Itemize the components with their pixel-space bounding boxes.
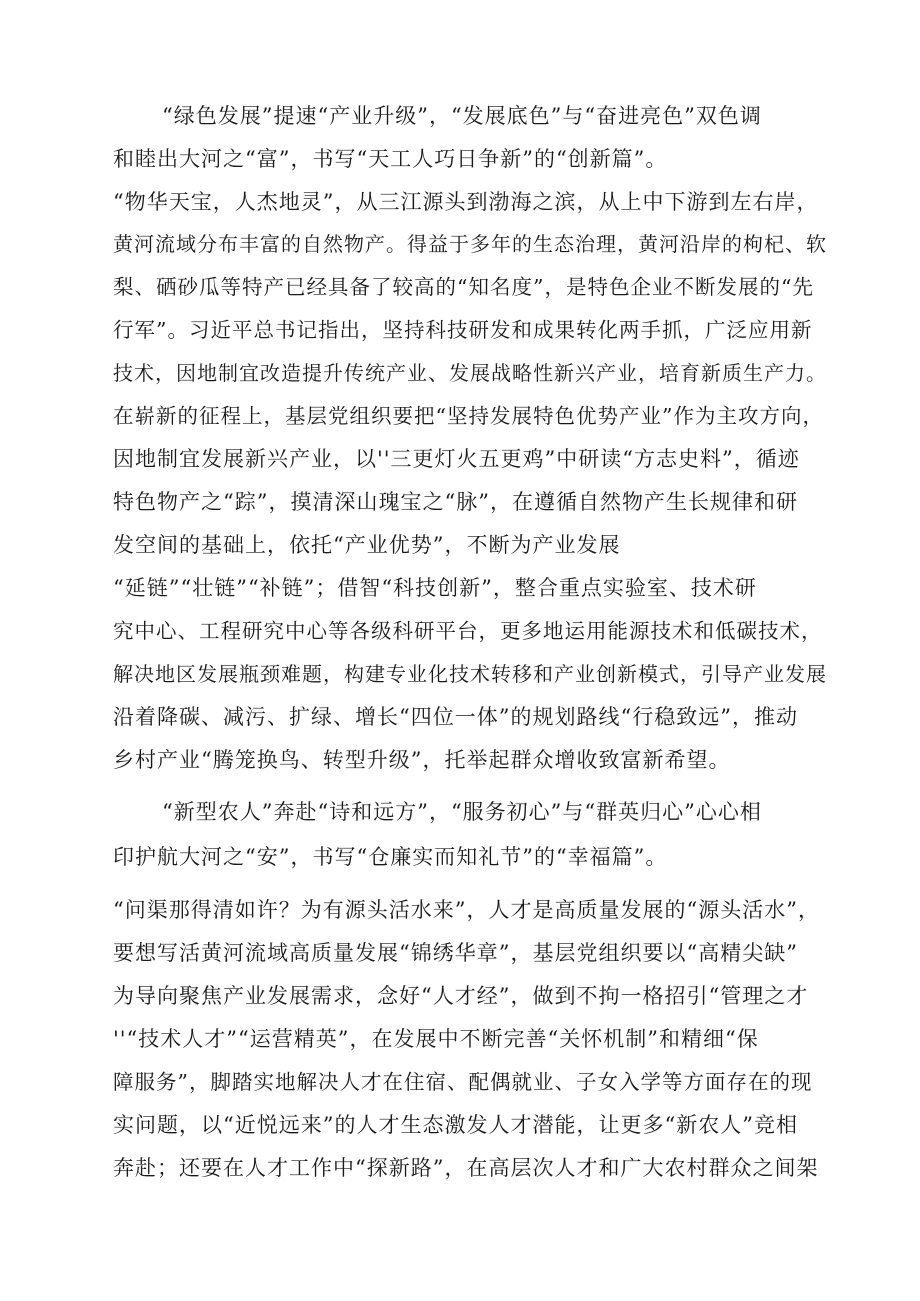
text-line: “绿色发展”提速“产业升级”，“发展底色”与“奋进亮色”双色调: [162, 104, 762, 128]
text-line: 梨、硒砂瓜等特产已经具备了较高的“知名度”，是特色企业不断发展的“先: [113, 275, 814, 299]
text-line: 要想写活黄河流域高质量发展“锦绣华章”，基层党组织要以“高精尖缺”: [113, 941, 798, 965]
text-line: 行军”。习近平总书记指出，坚持科技研发和成果转化两手抓，广泛应用新: [113, 318, 813, 342]
text-line: “物华天宝，人杰地灵”，从三江源头到渤海之滨，从上中下游到左右岸，: [113, 190, 819, 214]
text-line: 奔赴；还要在人才工作中“探新路”，在高层次人才和广大农村群众之间架: [113, 1156, 819, 1180]
text-line: “新型农人”奔赴“诗和远方”，“服务初心”与“群英归心”心心相: [162, 800, 762, 824]
text-line: 印护航大河之“安”，书写“仓廉实而知礼节”的“幸福篇”。: [113, 845, 668, 869]
text-line: “问渠那得清如许？为有源头活水来”，人才是高质量发展的“源头活水”，: [113, 898, 820, 922]
text-line: 沿着降碳、减污、扩绿、增长“四位一体”的规划路线“行稳致远”，推动: [113, 705, 798, 729]
text-line: 究中心、工程研究中心等各级科研平台，更多地运用能源技术和低碳技术，: [113, 619, 823, 643]
text-line: ''“技术人才”“运营精英”，在发展中不断完善“关怀机制”和精细“保: [113, 1027, 759, 1051]
text-line: 障服务”，脚踏实地解决人才在住宿、配偶就业、子女入学等方面存在的现: [113, 1070, 813, 1094]
text-line: 乡村产业“腾笼换鸟、转型升级”，托举起群众增收致富新希望。: [113, 748, 731, 772]
text-line: 黄河流域分布丰富的自然物产。得益于多年的生态治理，黄河沿岸的枸杞、软: [113, 232, 827, 256]
text-line: 特色物产之“踪”，摸清深山瑰宝之“脉”，在遵循自然物产生长规律和研: [113, 490, 798, 514]
text-line: 因地制宜发展新兴产业，以''三更灯火五更鸡”中研读“方志史料”，循迹: [113, 447, 800, 471]
text-line: 发空间的基础上，依托“产业优势”，不断为产业发展: [113, 533, 621, 557]
text-line: 和睦出大河之“富”，书写“天工人巧日争新”的“创新篇”。: [113, 147, 668, 171]
text-line: 技术，因地制宜改造提升传统产业、发展战略性新兴产业，培育新质生产力。: [113, 361, 827, 385]
text-line: 在崭新的征程上，基层党组织要把“坚持发展特色优势产业”作为主攻方向，: [113, 404, 824, 428]
text-line: 实问题，以“近悦远来”的人才生态激发人才潜能，让更多“新农人”竞相: [113, 1113, 798, 1137]
text-line: “延链”“壮链”“补链”；借智“科技创新”，整合重点实验室、技术研: [113, 576, 757, 600]
text-line: 为导向聚焦产业发展需求，念好“人才经”，做到不拘一格招引“管理之才: [113, 984, 809, 1008]
text-line: 解决地区发展瓶颈难题，构建专业化技术转移和产业创新模式，引导产业发展: [113, 662, 827, 686]
